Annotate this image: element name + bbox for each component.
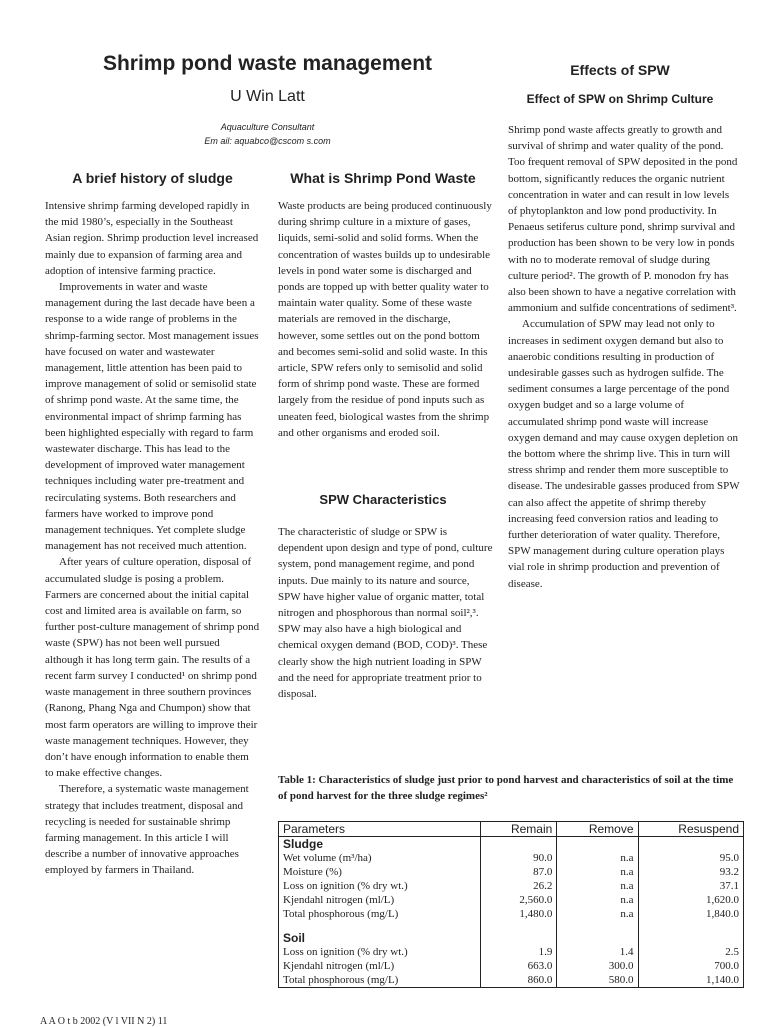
table-empty-cell xyxy=(557,837,638,852)
col-header-remove: Remove xyxy=(557,822,638,837)
table-value-cell: 2,560.0 xyxy=(481,893,557,907)
table-value-cell: 1,620.0 xyxy=(638,893,743,907)
table-value-cell: 95.0 xyxy=(638,851,743,865)
table-spacer-cell xyxy=(638,921,743,931)
page-footer: A A O t b 2002 (V l VII N 2) 11 xyxy=(40,1016,168,1027)
table-param-cell: Loss on ignition (% dry wt.) xyxy=(283,880,408,892)
table-header-row xyxy=(279,822,744,837)
table-group-label: Soil xyxy=(283,931,306,945)
history-paragraph: Therefore, a systematic waste management strategy that includes treatment, disposal and recycling is needed for sustainable shrimp farming management. In this article I will describe a number of innovative approaches employed by farmers in Thailand. xyxy=(45,783,249,877)
table-param-cell: Kjendahl nitrogen (ml/L) xyxy=(283,960,395,972)
table-param-cell: Kjendahl nitrogen (ml/L) xyxy=(283,894,395,906)
table-value-cell: 1,140.0 xyxy=(638,973,743,988)
table-value-cell: 37.1 xyxy=(638,879,743,893)
table-param-cell: Total phosphorous (mg/L) xyxy=(283,908,399,920)
author-name: U Win Latt xyxy=(230,88,305,105)
table-spacer-cell xyxy=(481,921,557,931)
table-row xyxy=(279,907,744,921)
table-empty-cell xyxy=(557,931,638,945)
table-empty-cell xyxy=(638,931,743,945)
table-value-cell: 87.0 xyxy=(481,865,557,879)
table-empty-cell xyxy=(638,837,743,852)
col-header-resuspend: Resuspend xyxy=(638,822,743,837)
table-value-cell: 663.0 xyxy=(481,959,557,973)
subheading-effect-on-culture: Effect of SPW on Shrimp Culture xyxy=(526,92,714,106)
what-is-body xyxy=(278,198,493,441)
table-row xyxy=(279,865,744,879)
table-spacer-row xyxy=(279,921,744,931)
table-value-cell: n.a xyxy=(557,879,638,893)
table-group-row xyxy=(279,931,744,945)
col-header-parameters: Parameters xyxy=(279,822,481,837)
table-empty-cell xyxy=(481,931,557,945)
table-row xyxy=(279,893,744,907)
table-spacer-cell xyxy=(279,921,481,931)
table-value-cell: n.a xyxy=(557,907,638,921)
table-group-label: Sludge xyxy=(283,837,324,851)
heading-what-is-spw: What is Shrimp Pond Waste xyxy=(290,170,476,186)
what-is-paragraph: Waste products are being produced continuously during shrimp culture in a mixture of gases, liquids, semi-solid and solid forms. When the concentration of wastes builds up to undesirable levels in pond water some is discharged and ponds are topped up with better quality water to maintain water quality. Some of these waste materials are removed in the discharge, however, some settles out on the pond bottom and becomes semi-solid and solid waste. In this article, SPW refers only to semisolid and solid form of shrimp pond waste. These are formed largely from the residue of pond inputs such as uneaten feed, biological wastes from the shrimp and other organisms and eroded soil. xyxy=(278,200,492,439)
table-value-cell: 1,840.0 xyxy=(638,907,743,921)
affiliation-role: Aquaculture Consultant xyxy=(220,122,315,132)
effects-paragraph: Shrimp pond waste affects greatly to growth and survival of shrimp and water quality of the pond. Too frequent removal of SPW deposited in the pond bottom, significantly reduces the organic nutrient concentration in water and can result in low levels of phytoplankton and low pond productivity. In Penaeus setiferus culture pond, shrimp survival and production has been shown to be very low in ponds with no to moderate removal of sludge during culture period². The growth of P. monodon fry has also been shown to have a negative correlation with ammonium and sulfide concentrations of sediment³. xyxy=(508,124,738,315)
table-value-cell: 1.4 xyxy=(557,945,638,959)
table-param-cell: Wet volume (m³/ha) xyxy=(283,852,372,864)
table-empty-cell xyxy=(481,837,557,852)
characteristics-body xyxy=(278,524,493,702)
table-row xyxy=(279,851,744,865)
table-row xyxy=(279,959,744,973)
heading-spw-characteristics: SPW Characteristics xyxy=(319,492,447,507)
table-spacer-cell xyxy=(557,921,638,931)
effects-body xyxy=(508,122,740,592)
affiliation-email: Em ail: aquabco@cscom s.com xyxy=(204,136,331,146)
table-caption: Table 1: Characteristics of sludge just prior to pond harvest and characteristics of soil at the time of pond harvest for the three sludge regimes² xyxy=(278,774,734,802)
table-param-cell: Loss on ignition (% dry wt.) xyxy=(283,946,408,958)
table-param-cell: Moisture (%) xyxy=(283,866,342,878)
effects-paragraph: Accumulation of SPW may lead not only to increases in sediment oxygen demand but also to anaerobic conditions resulting in production of undesirable gasses such as hydrogen sulfide. The sediment consumes a large percentage of the pond oxygen budget and so a large volume of accumulated shrimp pond waste will increase oxygen demand and may cause oxygen depletion on the bottom where the shrimp live. This in turn will stress shrimp and render them more susceptible to disease. The undesirable gasses produced from SPW can also affect the appetite of shrimp thereby increasing feed conversion ratios and leading to further deterioration of water quality. Therefore, SPW management during culture operation plays vial role in shrimp production and prevention of disease. xyxy=(508,318,740,590)
affiliation xyxy=(40,120,495,148)
table-value-cell: 1.9 xyxy=(481,945,557,959)
table-row xyxy=(279,879,744,893)
table-value-cell: 90.0 xyxy=(481,851,557,865)
table-body xyxy=(279,837,744,988)
table-value-cell: n.a xyxy=(557,851,638,865)
table-param-cell: Total phosphorous (mg/L) xyxy=(283,974,399,986)
characteristics-table xyxy=(278,821,744,988)
table-row xyxy=(279,945,744,959)
characteristics-paragraph: The characteristic of sludge or SPW is dependent upon design and type of pond, culture system, pond management regime, and pond inputs. Due mainly to its nature and source, SPW have higher value of organic matter, total nitrogen and phosphorous than normal soil²,³. SPW may also have a high biological and chemical oxygen demand (BOD, COD)³. These clearly show the high nutrient loading in SPW and the need for appropriate treatment prior to disposal. xyxy=(278,526,493,701)
table-value-cell: 26.2 xyxy=(481,879,557,893)
table-value-cell: 93.2 xyxy=(638,865,743,879)
table-group-row xyxy=(279,837,744,852)
table-value-cell: 700.0 xyxy=(638,959,743,973)
table-value-cell: 860.0 xyxy=(481,973,557,988)
table-value-cell: n.a xyxy=(557,893,638,907)
history-paragraph: After years of culture operation, disposal of accumulated sludge is posing a problem. Farmers are concerned about the initial capital cost and limited area is available on farm, so further post-culture management of shrimp pond waste (SPW) has not been well pursued although it has long term gain. The results of a recent farm survey I conducted¹ on shrimp pond waste management in three southern provinces (Ranong, Phang Nga and Chumpon) show that most farm operators are willing to improve their waste management techniques. However, they don’t have enough information to enable them to make effective changes. xyxy=(45,556,260,780)
table-value-cell: 300.0 xyxy=(557,959,638,973)
table-value-cell: 2.5 xyxy=(638,945,743,959)
heading-history: A brief history of sludge xyxy=(72,170,233,186)
table-value-cell: 1,480.0 xyxy=(481,907,557,921)
heading-effects: Effects of SPW xyxy=(570,62,670,78)
table-value-cell: 580.0 xyxy=(557,973,638,988)
history-paragraph: Improvements in water and waste management during the last decade have been a response to a wide range of problems in the shrimp-farming sector. Most management issues have focused on water and wastewater management, little attention has been paid to improve management of solid or semisolid state of shrimp pond waste. At the same time, the environmental impact of shrimp farming has been highlighted especially with regard to farm wastewater discharge. This has lead to the development of improved water management techniques including water pre-treatment and recirculating systems. Both researchers and farmers have worked to improve pond management techniques. Yet complete sludge management has not received much attention. xyxy=(45,281,259,553)
history-body xyxy=(45,198,260,879)
table-value-cell: n.a xyxy=(557,865,638,879)
history-paragraph: Intensive shrimp farming developed rapidly in the mid 1980’s, especially in the Southeast Asian region. Shrimp production level increased mainly due to expansion of farming area and adoption of intensive farming practice. xyxy=(45,200,259,277)
article-title: Shrimp pond waste management xyxy=(102,52,433,75)
table-row xyxy=(279,973,744,988)
col-header-remain: Remain xyxy=(481,822,557,837)
